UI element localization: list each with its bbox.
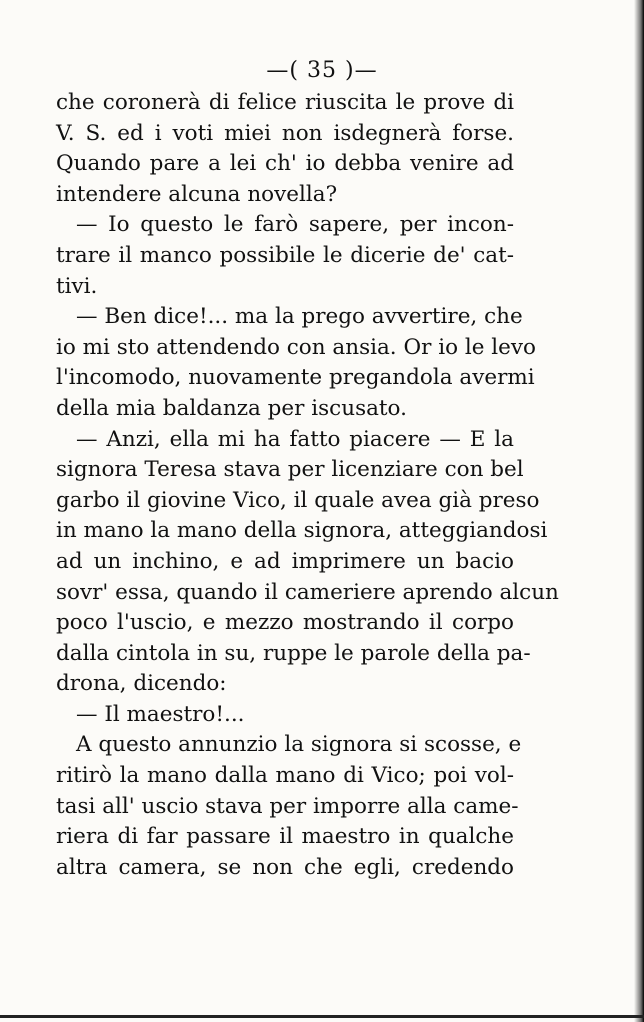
text-line: tivi. bbox=[56, 273, 98, 299]
text-line: altra camera, se non che egli, credendo bbox=[56, 854, 514, 880]
text-line: — Io questo le farò sapere, per incon- bbox=[76, 212, 514, 238]
text-line: che coronerà di felice riuscita le prove di bbox=[56, 90, 514, 115]
text-line: trare il manco possibile le dicerie de' cat- bbox=[56, 242, 514, 268]
text-line: intendere alcuna novella? bbox=[56, 181, 338, 207]
page-number: —( 35 )— bbox=[266, 58, 378, 83]
text-line: dalla cintola in su, ruppe le parole della pa- bbox=[56, 640, 531, 666]
text-line: drona, dicendo: bbox=[56, 671, 227, 697]
body-text bbox=[56, 88, 559, 883]
text-line: io mi sto attendendo con ansia. Or io le levo bbox=[56, 334, 536, 360]
text-line: Quando pare a lei ch' io debba venire ad bbox=[56, 151, 514, 177]
text-line: l'incomodo, nuovamente pregandola avermi bbox=[56, 365, 535, 391]
text-line: della mia baldanza per iscusato. bbox=[56, 395, 407, 421]
text-line: tasi all' uscio stava per imporre alla came- bbox=[56, 793, 519, 819]
text-line: A questo annunzio la signora si scosse, e bbox=[76, 732, 522, 758]
bottom-edge bbox=[0, 1015, 644, 1018]
text-line: — Il maestro!... bbox=[76, 701, 245, 727]
text-line: poco l'uscio, e mezzo mostrando il corpo bbox=[56, 610, 514, 636]
text-line: sovr' essa, quando il cameriere aprendo alcun bbox=[56, 579, 559, 605]
text-line: riera di far passare il maestro in qualche bbox=[56, 824, 514, 850]
text-line: signora Teresa stava per licenziare con bel bbox=[56, 457, 524, 483]
text-line: — Anzi, ella mi ha fatto piacere — E la bbox=[76, 426, 514, 452]
text-line: V. S. ed i voti miei non isdegnerà forse. bbox=[56, 120, 514, 146]
text-line: ad un inchino, e ad imprimere un bacio bbox=[56, 548, 514, 574]
text-line: garbo il giovine Vico, il quale avea già preso bbox=[56, 487, 540, 513]
text-line: — Ben dice!... ma la prego avvertire, che bbox=[76, 304, 523, 330]
text-line: in mano la mano della signora, atteggiandosi bbox=[56, 518, 548, 544]
text-line: ritirò la mano dalla mano di Vico; poi vol- bbox=[56, 763, 514, 789]
page-edge-shadow bbox=[634, 0, 644, 1022]
